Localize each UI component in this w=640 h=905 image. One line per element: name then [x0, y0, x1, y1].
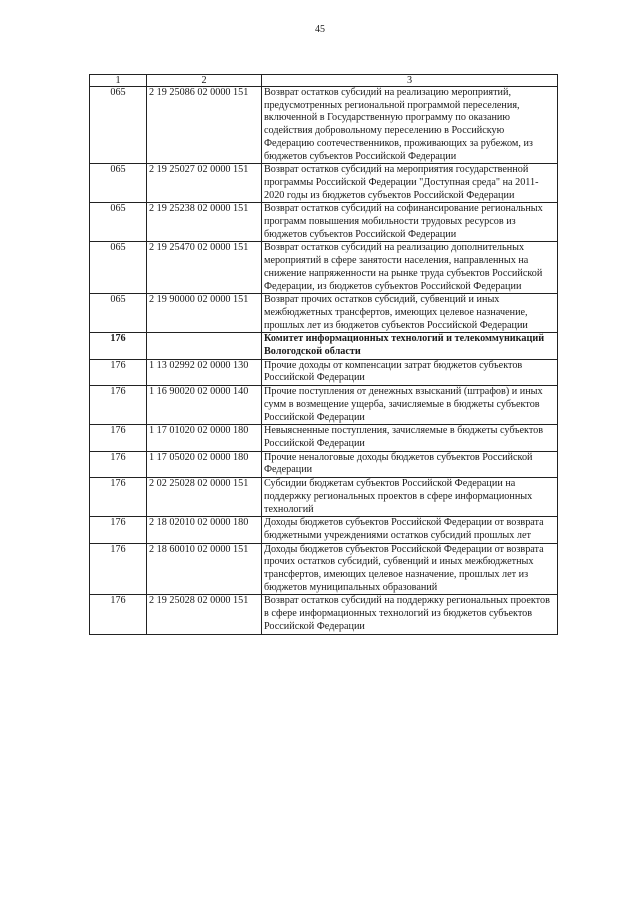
revenue-description: Возврат остатков субсидий на реализацию дополнительных мероприятий в сфере занятости населения, направленных на снижение напряженности на рынке труда субъектов Российской Федерации, из бюджетов субъектов Российской Федерации: [262, 242, 558, 294]
budget-classification-code: 1 13 02992 02 0000 130: [147, 359, 262, 385]
budget-classification-code: 2 02 25028 02 0000 151: [147, 478, 262, 517]
administrator-name: Комитет информационных технологий и телекоммуникаций Вологодской области: [262, 333, 558, 359]
table-row: [90, 478, 558, 517]
administrator-code: 065: [90, 87, 147, 164]
table-row: [90, 451, 558, 477]
revenue-description: Возврат остатков субсидий на софинансирование региональных программ повышения мобильности трудовых ресурсов из бюджетов субъектов Российской Федерации: [262, 203, 558, 242]
table-row: [90, 87, 558, 164]
budget-classification-code: 1 17 05020 02 0000 180: [147, 451, 262, 477]
administrator-code: 176: [90, 333, 147, 359]
revenue-description: Прочие доходы от компенсации затрат бюджетов субъектов Российской Федерации: [262, 359, 558, 385]
revenue-description: Возврат прочих остатков субсидий, субвенций и иных межбюджетных трансфертов, имеющих целевое назначение, прошлых лет из бюджетов субъектов Российской Федерации: [262, 294, 558, 333]
administrator-code: 065: [90, 203, 147, 242]
revenue-description: Доходы бюджетов субъектов Российской Федерации от возврата прочих остатков субсидий, субвенций и иных межбюджетных трансфертов, имеющих целевое назначение, прошлых лет из бюджетов муниципальных образований: [262, 543, 558, 595]
budget-classification-code: [147, 333, 262, 359]
revenue-description: Возврат остатков субсидий на поддержку региональных проектов в сфере информационных технологий из бюджетов субъектов Российской Федерации: [262, 595, 558, 634]
budget-classification-code: 2 19 25470 02 0000 151: [147, 242, 262, 294]
table-row: [90, 543, 558, 595]
table-row: [90, 517, 558, 543]
administrator-code: 065: [90, 164, 147, 203]
table-row: [90, 164, 558, 203]
column-header-3: 3: [262, 75, 558, 87]
budget-classification-table: [89, 74, 558, 635]
table-row: [90, 359, 558, 385]
administrator-code: 065: [90, 294, 147, 333]
budget-classification-code: 2 19 25238 02 0000 151: [147, 203, 262, 242]
revenue-description: Прочие поступления от денежных взысканий (штрафов) и иных сумм в возмещение ущерба, зачисляемые в бюджеты субъектов Российской Федерации: [262, 386, 558, 425]
budget-classification-code: 1 17 01020 02 0000 180: [147, 425, 262, 451]
administrator-code: 176: [90, 451, 147, 477]
budget-classification-code: 2 18 60010 02 0000 151: [147, 543, 262, 595]
table-row: [90, 386, 558, 425]
table-body: [90, 87, 558, 635]
column-header-1: 1: [90, 75, 147, 87]
column-header-2: 2: [147, 75, 262, 87]
budget-classification-code: 1 16 90020 02 0000 140: [147, 386, 262, 425]
revenue-description: Доходы бюджетов субъектов Российской Федерации от возврата бюджетными учреждениями остатков субсидий прошлых лет: [262, 517, 558, 543]
page-number: 45: [315, 24, 325, 35]
revenue-description: Невыясненные поступления, зачисляемые в бюджеты субъектов Российской Федерации: [262, 425, 558, 451]
revenue-description: Субсидии бюджетам субъектов Российской Федерации на поддержку региональных проектов в сфере информационных технологий: [262, 478, 558, 517]
administrator-code: 176: [90, 386, 147, 425]
budget-classification-code: 2 19 25027 02 0000 151: [147, 164, 262, 203]
table-row-section-heading: [90, 333, 558, 359]
revenue-description: Возврат остатков субсидий на мероприятия государственной программы Российской Федерации "Доступная среда" на 2011-2020 годы из бюджетов субъектов Российской Федерации: [262, 164, 558, 203]
table-row: [90, 595, 558, 634]
table-row: [90, 242, 558, 294]
revenue-description: Прочие неналоговые доходы бюджетов субъектов Российской Федерации: [262, 451, 558, 477]
administrator-code: 176: [90, 595, 147, 634]
administrator-code: 176: [90, 359, 147, 385]
table-header-row: [90, 75, 558, 87]
administrator-code: 176: [90, 478, 147, 517]
revenue-description: Возврат остатков субсидий на реализацию мероприятий, предусмотренных региональной программой переселения, включенной в Государственную программу по оказанию содействия добровольному переселению в Российскую Федерацию соотечественников, проживающих за рубежом, из бюджетов субъектов Российской Федерации: [262, 87, 558, 164]
budget-classification-code: 2 19 25086 02 0000 151: [147, 87, 262, 164]
budget-classification-code: 2 19 25028 02 0000 151: [147, 595, 262, 634]
administrator-code: 065: [90, 242, 147, 294]
budget-classification-code: 2 19 90000 02 0000 151: [147, 294, 262, 333]
table-row: [90, 203, 558, 242]
table-row: [90, 425, 558, 451]
administrator-code: 176: [90, 425, 147, 451]
budget-classification-code: 2 18 02010 02 0000 180: [147, 517, 262, 543]
administrator-code: 176: [90, 543, 147, 595]
table-row: [90, 294, 558, 333]
administrator-code: 176: [90, 517, 147, 543]
